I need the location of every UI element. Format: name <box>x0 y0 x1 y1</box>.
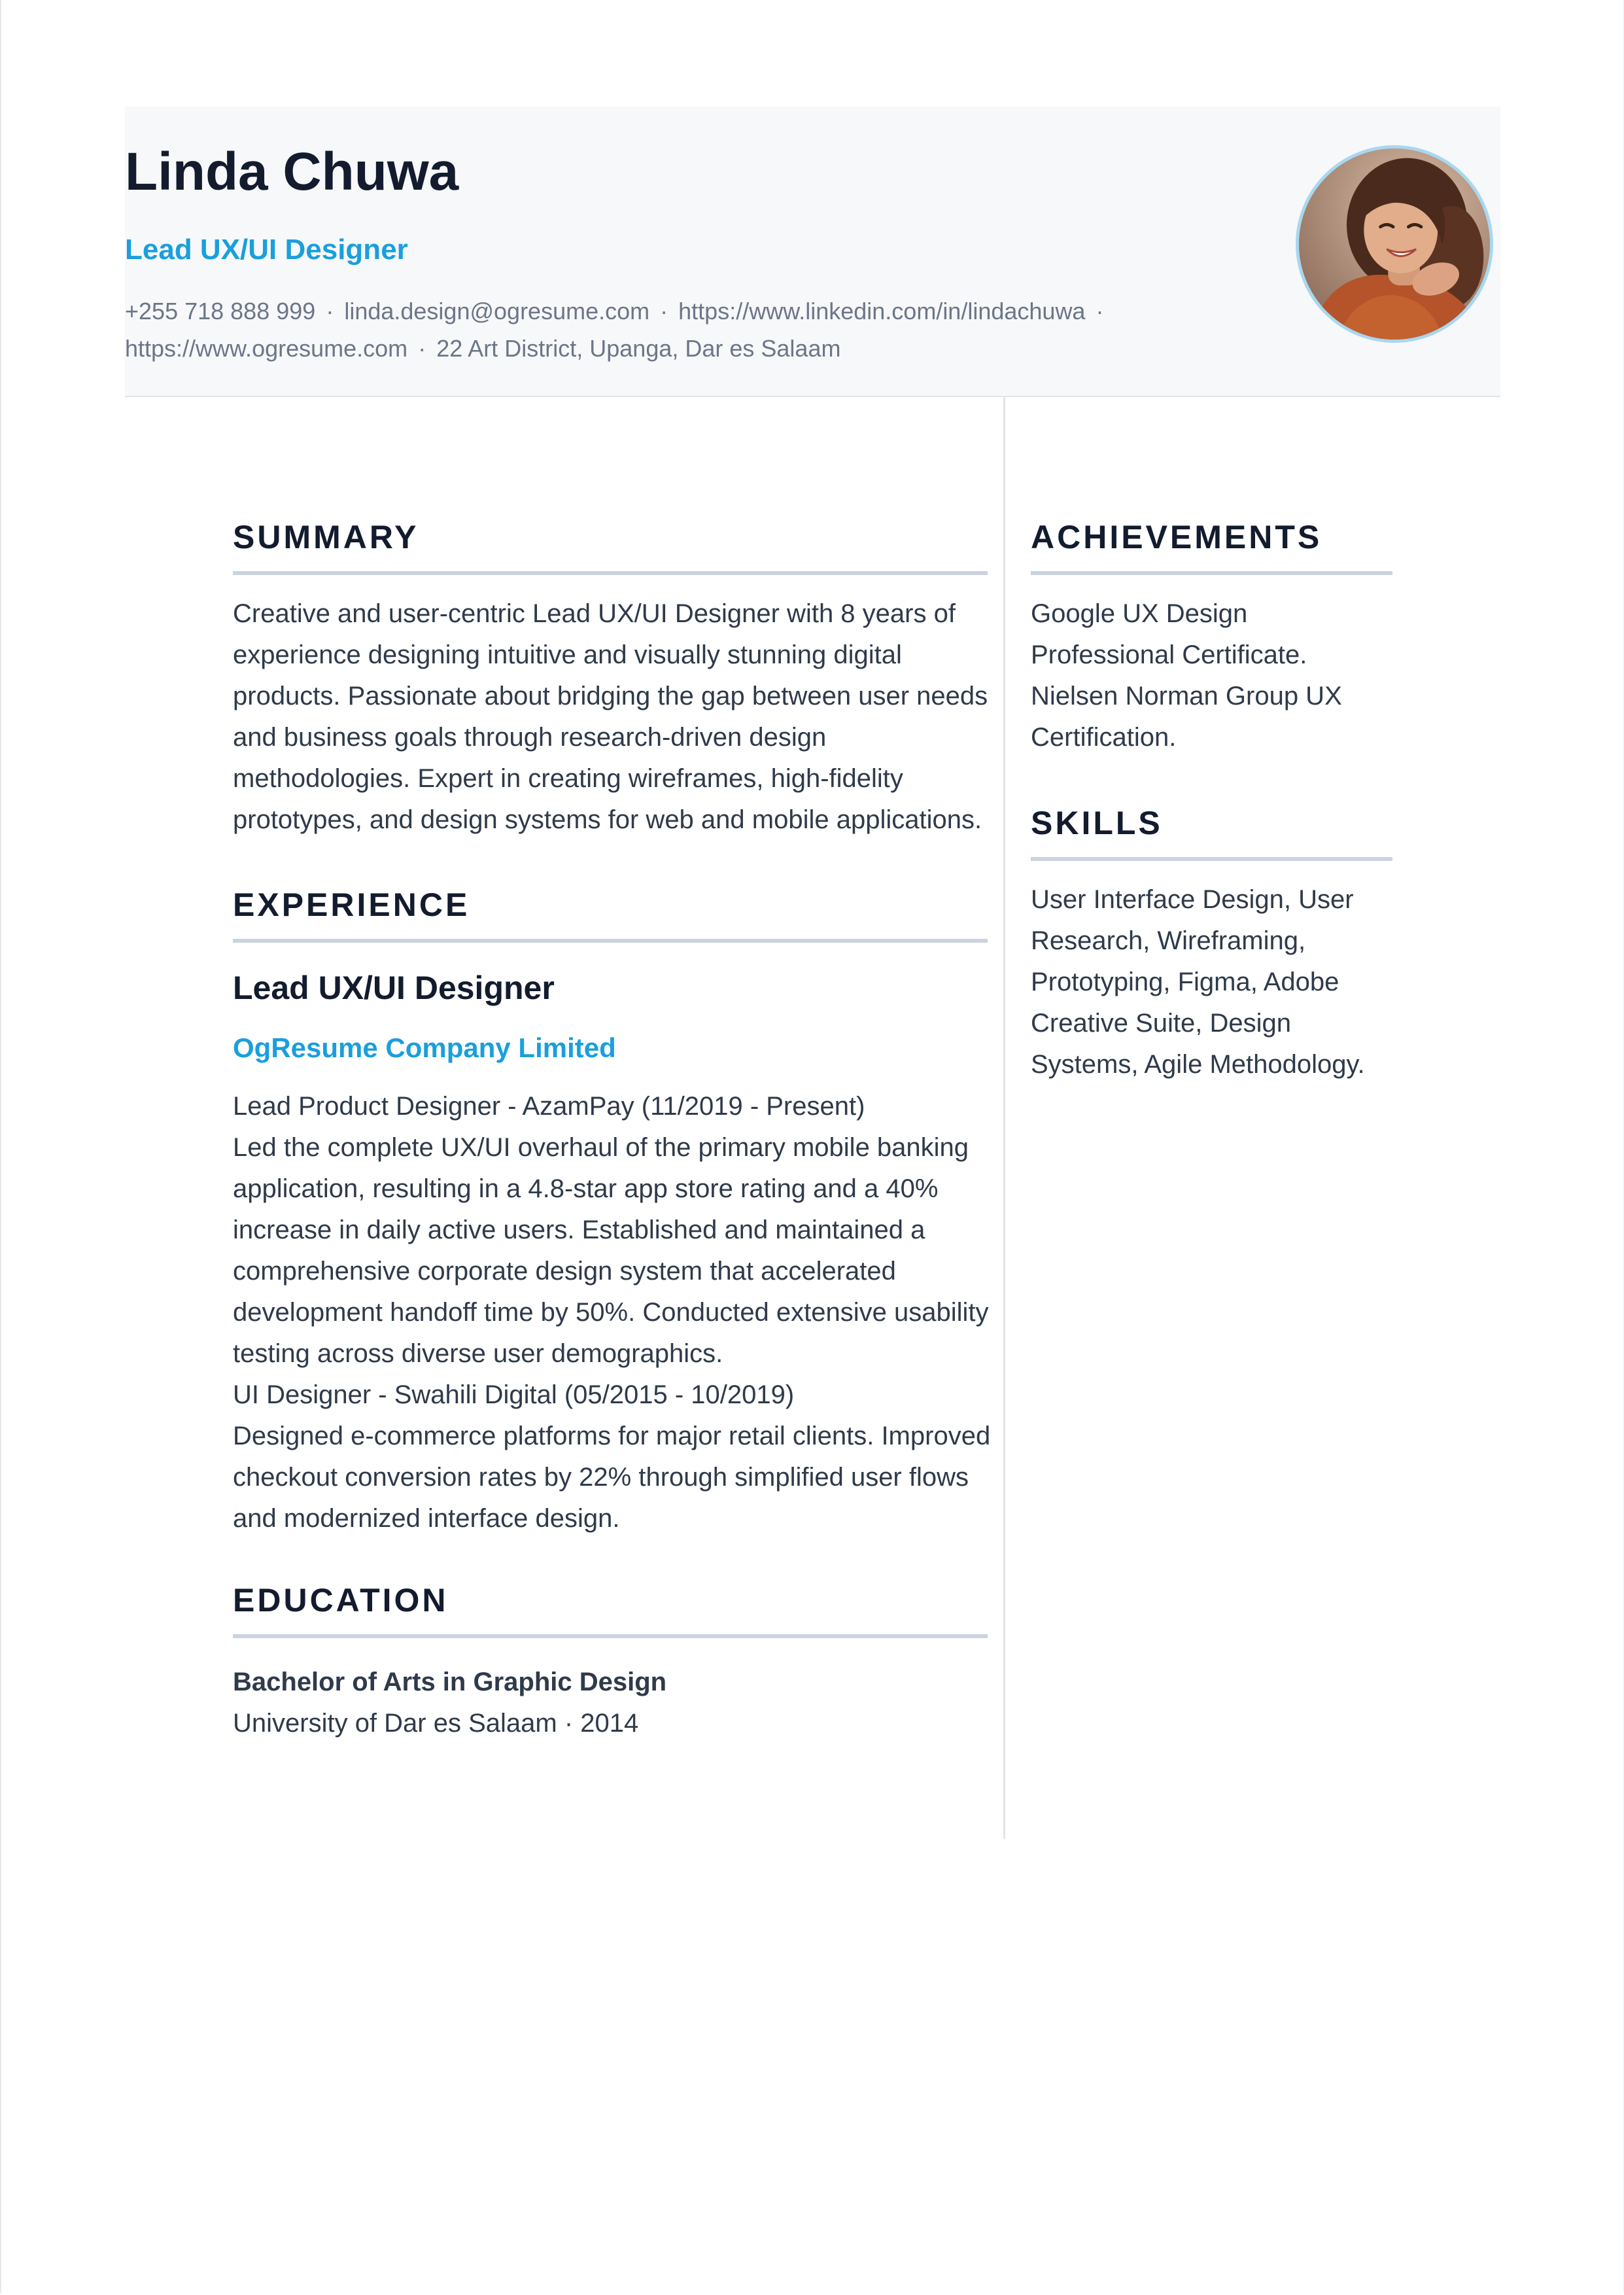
skills-line: Creative Suite, Design <box>1031 1009 1291 1038</box>
experience-line: Led the complete UX/UI overhaul of the primary mobile banking <box>233 1133 969 1162</box>
experience-divider <box>233 939 988 943</box>
education-heading: EDUCATION <box>233 1582 449 1619</box>
experience-line: increase in daily active users. Established and maintained a <box>233 1216 925 1244</box>
experience-line: application, resulting in a 4.8-star app store rating and a 40% <box>233 1174 939 1203</box>
company-name: OgResume Company Limited <box>233 1032 616 1063</box>
email-link[interactable]: linda.design@ogresume.com <box>344 298 650 324</box>
experience-line: Designed e-commerce platforms for major retail clients. Improved <box>233 1422 991 1450</box>
experience-line: testing across diverse user demographics. <box>233 1339 723 1368</box>
experience-line: comprehensive corporate design system that accelerated <box>233 1257 896 1286</box>
phone-number: +255 718 888 999 <box>125 298 316 324</box>
summary-divider <box>233 571 988 575</box>
website-link[interactable]: https://www.ogresume.com <box>125 335 408 362</box>
linkedin-link[interactable]: https://www.linkedin.com/in/lindachuwa <box>678 298 1086 324</box>
skills-line: Prototyping, Figma, Adobe <box>1031 968 1339 996</box>
achievements-list <box>1031 593 1342 758</box>
job-title: Lead UX/UI Designer <box>233 970 555 1006</box>
achievement-line: Google UX Design <box>1031 599 1248 628</box>
experience-heading: EXPERIENCE <box>233 886 470 923</box>
skills-line: Systems, Agile Methodology. <box>1031 1050 1365 1079</box>
education-degree: Bachelor of Arts in Graphic Design <box>233 1668 667 1696</box>
skills-line: Research, Wireframing, <box>1031 926 1306 955</box>
achievements-divider <box>1031 571 1392 575</box>
experience-line: development handoff time by 50%. Conducted extensive usability <box>233 1298 989 1327</box>
skills-divider <box>1031 857 1392 861</box>
column-divider <box>1003 396 1005 1839</box>
summary-line: experience designing intuitive and visually stunning digital <box>233 640 902 669</box>
candidate-role: Lead UX/UI Designer <box>125 234 408 266</box>
profile-photo-icon <box>1299 149 1490 340</box>
experience-line: checkout conversion rates by 22% through simplified user flows <box>233 1463 969 1492</box>
contact-separator: · <box>660 298 668 324</box>
contact-separator: · <box>418 335 426 362</box>
experience-details <box>233 1086 990 1539</box>
achievement-line: Nielsen Norman Group UX <box>1031 682 1342 710</box>
contact-info <box>125 292 1184 367</box>
skills-list <box>1031 879 1365 1085</box>
education-divider <box>233 1634 988 1638</box>
summary-line: methodologies. Expert in creating wireframes, high-fidelity <box>233 764 903 793</box>
education-school: University of Dar es Salaam · 2014 <box>233 1709 639 1738</box>
summary-text <box>233 593 988 841</box>
resume-header <box>125 107 1500 397</box>
skills-heading: SKILLS <box>1031 805 1163 841</box>
achievement-line: Professional Certificate. <box>1031 640 1307 669</box>
summary-heading: SUMMARY <box>233 519 419 555</box>
avatar <box>1296 145 1493 343</box>
contact-separator: · <box>326 298 334 324</box>
summary-line: Creative and user-centric Lead UX/UI Designer with 8 years of <box>233 599 956 628</box>
summary-line: and business goals through research-driven design <box>233 723 827 752</box>
experience-line: and modernized interface design. <box>233 1504 620 1533</box>
summary-line: products. Passionate about bridging the gap between user needs <box>233 682 988 710</box>
experience-line: Lead Product Designer - AzamPay (11/2019 - Present) <box>233 1092 865 1121</box>
candidate-name: Linda Chuwa <box>125 142 459 201</box>
experience-line: UI Designer - Swahili Digital (05/2015 - 10/2019) <box>233 1380 795 1409</box>
achievements-heading: ACHIEVEMENTS <box>1031 519 1322 555</box>
achievement-line: Certification. <box>1031 723 1177 752</box>
contact-separator: · <box>1096 298 1104 324</box>
address: 22 Art District, Upanga, Dar es Salaam <box>436 335 841 362</box>
summary-line: prototypes, and design systems for web and mobile applications. <box>233 805 982 834</box>
skills-line: User Interface Design, User <box>1031 885 1354 914</box>
